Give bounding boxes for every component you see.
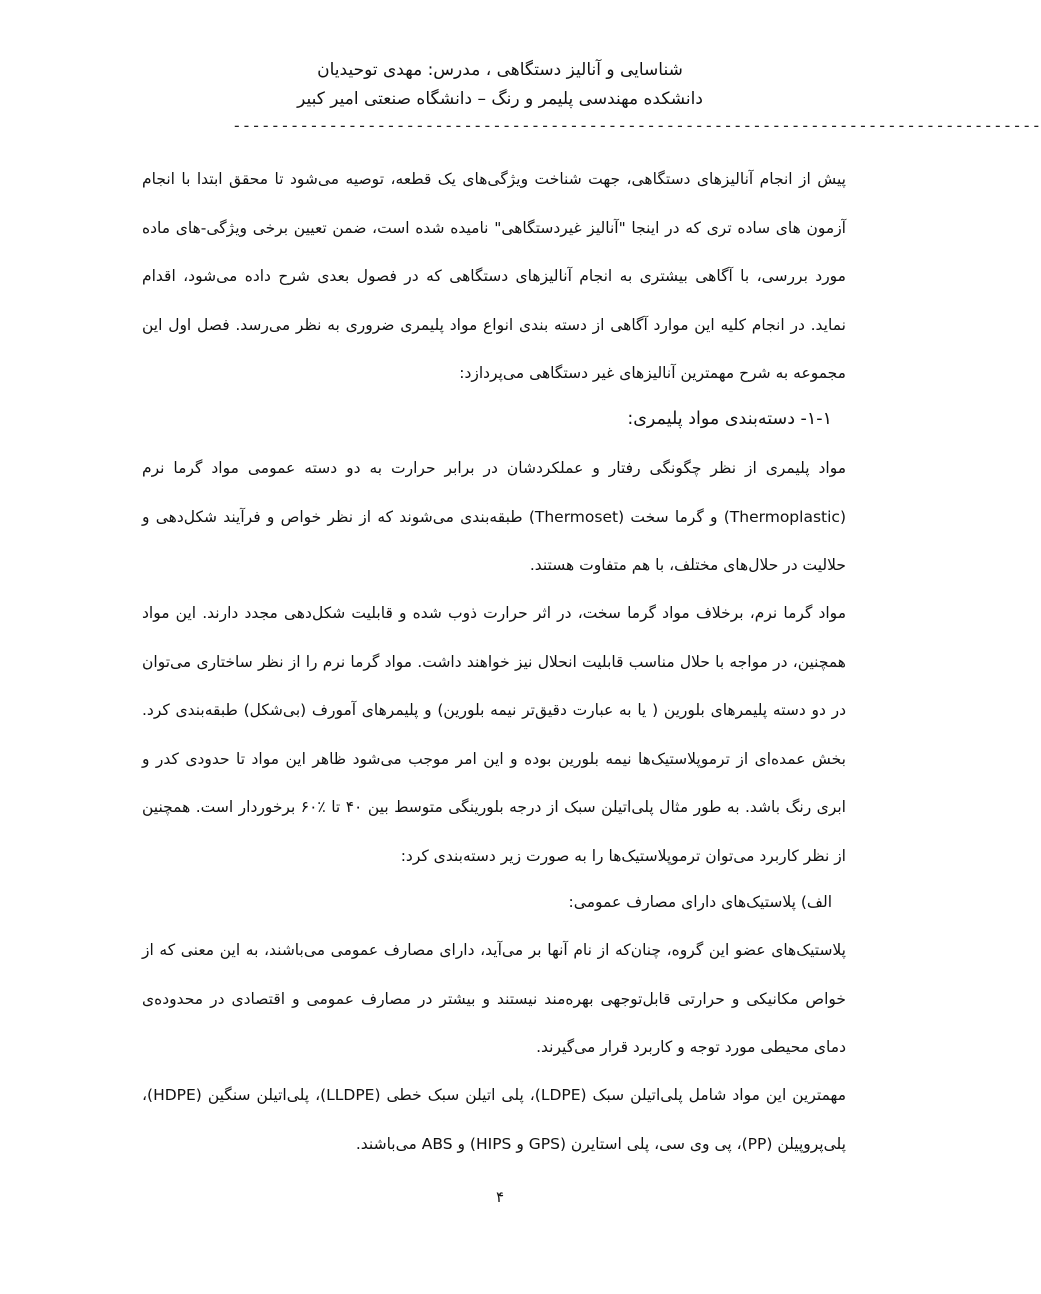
- paragraph-text: پلاستیک‌های عضو این گروه، چنان‌که از نام آنها بر می‌آید، دارای مصارف عمومی می‌باشند، به این معنی که از خواص مکانیکی و حرارتی قابل‌توجهی بهره‌مند نیستند و بیشتر در مصارف عمومی و اقتصادی در محدوده‌ی دمای محیطی مورد توجه و کاربرد قرار می‌گیرند.: [142, 941, 846, 1056]
- page-number: ۴: [495, 1188, 505, 1206]
- paragraph-text: مهمترین این مواد شامل پلی‌اتیلن سبک (LDPE)، پلی اتیلن سبک خطی (LLDPE)، پلی‌اتیلن سنگین (HDPE)، پلی‌پروپیلن (PP)، پی وی سی، پلی استایرن (GPS و HIPS) و ABS می‌باشند.: [142, 1086, 847, 1153]
- header-divider: ------------------------------------------------------------------------------------: [232, 116, 1041, 135]
- paragraph-text: مواد گرما نرم، برخلاف مواد گرما سخت، در اثر حرارت ذوب شده و قابلیت شکل‌دهی مجدد دارند. این مواد همچنین، در مواجه با حلال مناسب قابلیت انحلال نیز خواهند داشت. مواد گرما نرم را از نظر ساختاری می‌توان در دو دسته پلیمرهای بلورین ( یا به عبارت دقیق‌تر نیمه بلورین) و پلیمرهای آمورف (بی‌شکل) طبقه‌بندی کرد. بخش عمده‌ای از ترموپلاستیک‌ها نیمه بلورین بوده و این امر موجب می‌شود ظاهر این مواد تا حدودی کدر و ابری رنگ باشد. به طور مثال پلی‌اتیلن سبک از درجه بلورینگی متوسط بین ۴۰ تا ٪۶۰ برخوردار است. همچنین از نظر کاربرد می‌توان ترموپلاستیک‌ها را به صورت زیر دسته‌بندی کرد:: [142, 604, 846, 865]
- thermoplastic-paragraph: [142, 589, 846, 880]
- intro-paragraph: [142, 155, 846, 398]
- section-title: ۱-۱- دسته‌بندی مواد پلیمری:: [627, 409, 832, 429]
- paragraph-text: مواد پلیمری از نظر چگونگی رفتار و عملکردشان در برابر حرارت به دو دسته عمومی مواد گرما نرم (Thermoplastic) و گرما سخت (Thermoset) طبقه‌بندی می‌شوند که از نظر خواص و فرآیند شکل‌دهی و حلالیت در حلال‌های مختلف، با هم متفاوت هستند.: [142, 459, 846, 574]
- subsection-title: الف) پلاستیک‌های دارای مصارف عمومی:: [568, 893, 832, 911]
- header-faculty-line: دانشکده مهندسی پلیمر و رنگ – دانشگاه صنعتی امیر کبیر: [297, 89, 703, 109]
- header-course-line: شناسایی و آنالیز دستگاهی ، مدرس: مهدی توحیدیان: [317, 60, 683, 80]
- polymer-classes-paragraph: [142, 444, 846, 590]
- general-plastics-paragraph: [142, 926, 846, 1072]
- paragraph-text: پیش از انجام آنالیزهای دستگاهی، جهت شناخت ویژگی‌های یک قطعه، توصیه می‌شود تا محقق ابتدا با انجام آزمون های ساده تری که در اینجا "آنالیز غیردستگاهی" نامیده شده است، ضمن تعیین برخی ویژگی-های ماده مورد بررسی، با آگاهی بیشتری به انجام آنالیزهای دستگاهی که در فصول بعدی شرح داده می‌شود، اقدام نماید. در انجام کلیه این موارد آگاهی از دسته بندی انواع مواد پلیمری ضروری به نظر می‌رسد. فصل اول این مجموعه به شرح مهمترین آنالیزهای غیر دستگاهی می‌پردازد:: [142, 170, 846, 382]
- materials-list-paragraph: [142, 1071, 846, 1168]
